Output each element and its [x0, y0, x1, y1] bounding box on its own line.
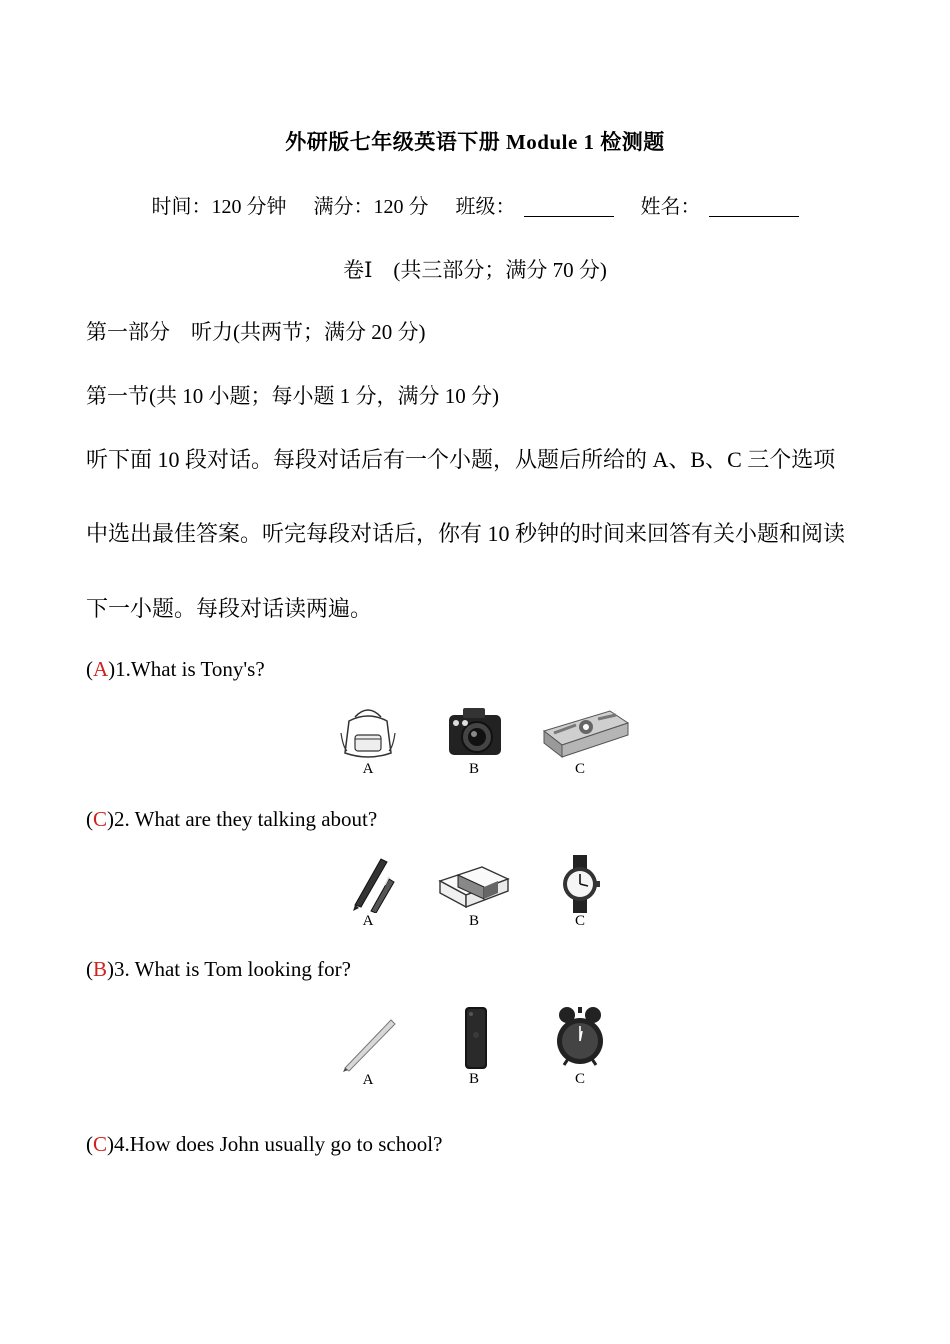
eraser-icon — [434, 855, 514, 913]
option-label: B — [468, 913, 479, 929]
pencil-box-icon — [540, 703, 630, 761]
time-info: 时间：120 分钟 — [151, 196, 287, 218]
part-heading: 第一部分 听力(共两节；满分 20 分) — [86, 320, 426, 344]
section-heading: 卷Ⅰ (共三部分；满分 70 分) — [343, 258, 607, 282]
option-a — [328, 1008, 408, 1088]
question-text: 3. What is Tom looking for? — [114, 957, 351, 981]
alarm-clock-icon — [545, 1005, 615, 1071]
option-label: C — [574, 913, 585, 929]
score-info: 满分：120 分 — [313, 196, 429, 218]
class-label: 班级： — [455, 196, 516, 218]
question-text: 1.What is Tony's? — [115, 657, 265, 681]
answer-mark: A — [93, 657, 109, 681]
question-2: (C)2. What are they talking about? — [86, 807, 378, 831]
option-c — [540, 855, 620, 929]
document-title: 外研版七年级英语下册 Module 1 检测题 — [285, 130, 665, 154]
option-label: A — [362, 913, 374, 929]
name-label: 姓名： — [640, 196, 701, 218]
backpack-icon — [333, 703, 403, 761]
option-c — [540, 1005, 620, 1087]
question-text: 2. What are they talking about? — [114, 807, 378, 831]
phone-icon — [439, 1005, 509, 1071]
camera-icon — [439, 703, 509, 761]
option-label: C — [574, 761, 585, 777]
subsection-heading: 第一节(共 10 小题；每小题 1 分，满分 10 分) — [86, 384, 499, 408]
instruction-line: 中选出最佳答案。听完每段对话后，你有 10 秒钟的时间来回答有关小题和阅读 — [86, 521, 846, 546]
pen-icon — [333, 855, 403, 913]
option-label: A — [362, 761, 374, 777]
instruction-line: 听下面 10 段对话。每段对话后有一个小题，从题后所给的 A、B、C 三个选项 — [86, 447, 836, 472]
option-a — [328, 855, 408, 929]
exam-meta — [0, 190, 950, 219]
option-label: B — [468, 761, 479, 777]
class-blank — [524, 198, 614, 217]
option-a — [328, 703, 408, 777]
option-b — [434, 1005, 514, 1087]
answer-mark: B — [93, 957, 108, 981]
question-text: 4.How does John usually go to school? — [114, 1132, 443, 1156]
option-label: A — [362, 1072, 374, 1088]
answer-mark: C — [93, 807, 108, 831]
option-b — [434, 703, 514, 777]
name-blank — [709, 198, 799, 217]
instruction-line: 下一小题。每段对话读两遍。 — [86, 596, 373, 621]
pencil-icon — [333, 1008, 403, 1072]
option-label: C — [574, 1071, 585, 1087]
option-label: B — [468, 1071, 479, 1087]
watch-icon — [545, 855, 615, 913]
answer-mark: C — [93, 1132, 108, 1156]
question-1: (A)1.What is Tony's? — [86, 657, 265, 681]
option-b — [434, 855, 514, 929]
option-c — [540, 703, 620, 777]
question-3: (B)3. What is Tom looking for? — [86, 957, 351, 981]
question-4: (C)4.How does John usually go to school? — [86, 1132, 443, 1156]
